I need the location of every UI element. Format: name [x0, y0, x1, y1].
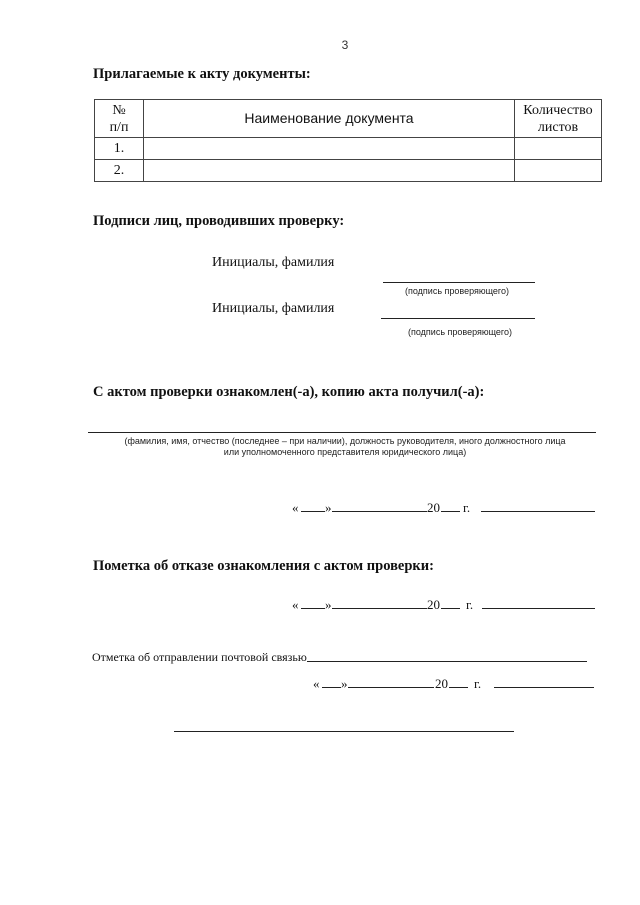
signer-name-1: Инициалы, фамилия	[212, 255, 335, 270]
row-document-name[interactable]	[144, 160, 515, 182]
acknowledgement-heading: С актом проверки ознакомлен(-а), копию акта получил(-а):	[93, 384, 485, 400]
date-close-quote: »	[325, 500, 332, 515]
table-row	[95, 160, 602, 182]
date-extra-field[interactable]	[481, 511, 595, 512]
signature-line-2[interactable]	[381, 318, 535, 319]
date-close-quote: »	[325, 597, 332, 612]
refusal-heading: Пометка об отказе ознакомления с актом проверки:	[93, 558, 434, 574]
date-open-quote: «	[313, 676, 320, 691]
date-century: 20	[427, 500, 440, 515]
row-sheet-count[interactable]	[515, 160, 602, 182]
acknowledgement-line[interactable]	[88, 432, 596, 433]
date-year-field[interactable]	[449, 687, 468, 688]
table-header-row	[95, 100, 602, 138]
date-month-field[interactable]	[332, 608, 427, 609]
acknowledgement-caption-line-2: или уполномоченного представителя юридического лица)	[223, 447, 467, 457]
header-number: № п/п	[95, 100, 144, 138]
signature-line-1[interactable]	[383, 282, 535, 283]
date-year-field[interactable]	[441, 511, 460, 512]
postal-line[interactable]	[307, 661, 587, 662]
closing-line	[174, 731, 514, 732]
date-month-field[interactable]	[332, 511, 427, 512]
row-number: 1.	[95, 138, 144, 160]
attached-docs-table	[94, 99, 602, 182]
date-century: 20	[427, 597, 440, 612]
date-year-suffix: г.	[463, 500, 471, 515]
page-number: 3	[341, 38, 349, 52]
signer-name-2: Инициалы, фамилия	[212, 301, 335, 316]
date-day-field[interactable]	[301, 511, 325, 512]
acknowledgement-caption-line-1: (фамилия, имя, отчество (последнее – при наличии), должность руководителя, иного должностного лица	[124, 436, 566, 446]
attached-docs-heading: Прилагаемые к акту документы:	[93, 66, 311, 82]
header-document-name: Наименование документа	[144, 100, 515, 138]
date-year-suffix: г.	[474, 676, 482, 691]
postal-label: Отметка об отправлении почтовой связью	[92, 650, 307, 664]
signatures-heading: Подписи лиц, проводивших проверку:	[93, 213, 345, 229]
date-month-field[interactable]	[348, 687, 434, 688]
table-row	[95, 138, 602, 160]
date-day-field[interactable]	[322, 687, 341, 688]
row-document-name[interactable]	[144, 138, 515, 160]
date-day-field[interactable]	[301, 608, 325, 609]
row-sheet-count[interactable]	[515, 138, 602, 160]
signature-caption-2: (подпись проверяющего)	[408, 327, 513, 337]
date-year-suffix: г.	[466, 597, 474, 612]
date-century: 20	[435, 676, 448, 691]
date-open-quote: «	[292, 500, 299, 515]
date-extra-field[interactable]	[494, 687, 594, 688]
row-number: 2.	[95, 160, 144, 182]
header-sheet-count: Количество листов	[515, 100, 602, 138]
signature-caption-1: (подпись проверяющего)	[405, 286, 510, 296]
date-extra-field[interactable]	[482, 608, 595, 609]
date-year-field[interactable]	[441, 608, 460, 609]
date-close-quote: »	[341, 676, 348, 691]
date-open-quote: «	[292, 597, 299, 612]
